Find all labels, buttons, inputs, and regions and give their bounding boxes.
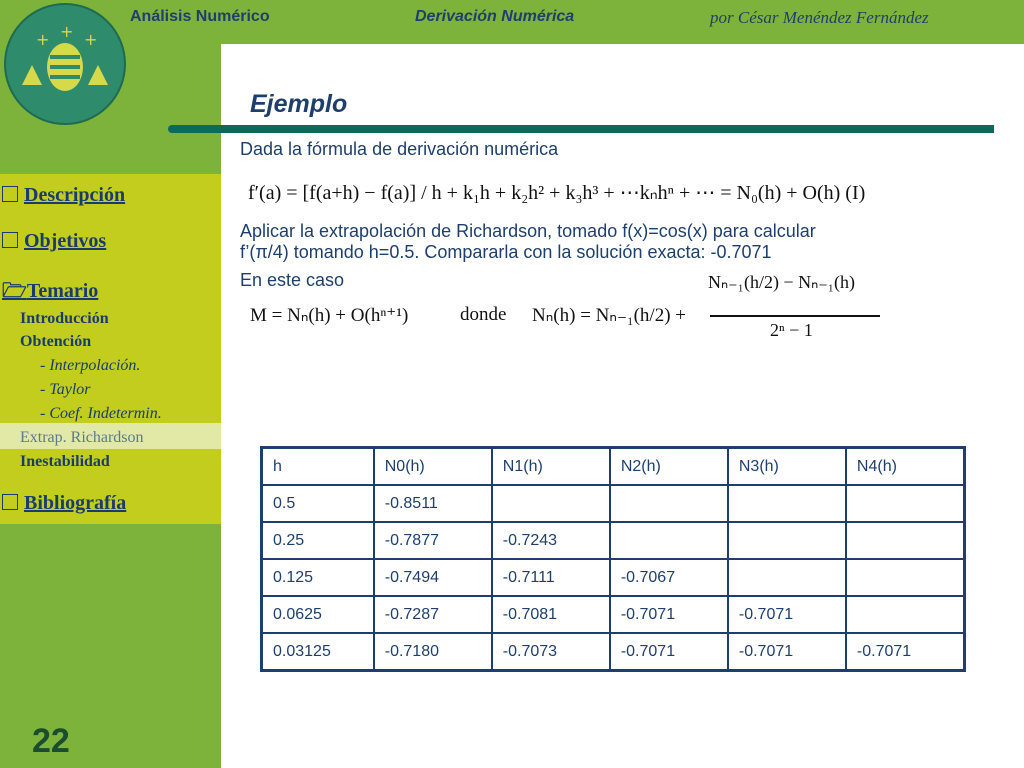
richardson-recursion-lhs: Nₙ(h) = Nₙ₋₁(h/2) +: [532, 305, 687, 326]
table-header-cell: N2(h): [610, 448, 728, 486]
richardson-recursion-numerator: Nₙ₋₁(h/2) − Nₙ₋₁(h): [708, 272, 856, 292]
table-header-row: [262, 448, 965, 486]
table-cell: [492, 485, 610, 522]
derivative-formula: f′(a) = [f(a+h) − f(a)] / h + k₁h + k₂h² + k₃h³ + ⋯kₙhⁿ + ⋯ = N₀(h) + O(h) (I): [248, 182, 866, 204]
table-row: [262, 485, 965, 522]
open-folder-icon: 🗁: [2, 280, 27, 302]
header-topic: Derivación Numérica: [415, 8, 575, 25]
table-cell: -0.7081: [492, 596, 610, 633]
table-cell: -0.7494: [374, 559, 492, 596]
nav-sub-taylor[interactable]: - Taylor: [40, 381, 91, 398]
nav-sub-richardson[interactable]: Extrap. Richardson: [20, 429, 144, 446]
table-cell: -0.7067: [610, 559, 728, 596]
table-cell: -0.7287: [374, 596, 492, 633]
table-cell: -0.7073: [492, 633, 610, 671]
nav-objetivos[interactable]: Objetivos: [2, 230, 106, 253]
richardson-table: [260, 446, 966, 672]
table-cell: 0.25: [262, 522, 374, 559]
table-row: [262, 559, 965, 596]
university-logo: [4, 3, 126, 125]
table-cell: -0.7071: [610, 633, 728, 671]
nav-sub-inestabilidad[interactable]: Inestabilidad: [20, 453, 110, 470]
table-cell: 0.125: [262, 559, 374, 596]
nav-sub-interpolacion[interactable]: - Interpolación.: [40, 357, 141, 374]
nav-bibliografia[interactable]: Bibliografía: [2, 492, 126, 515]
header-subject: Análisis Numérico: [130, 8, 270, 25]
table-row: [262, 633, 965, 671]
table-cell: -0.7071: [728, 596, 846, 633]
table-header-cell: N3(h): [728, 448, 846, 486]
nav-sub-introduccion[interactable]: Introducción: [20, 310, 109, 327]
table-cell: -0.7071: [846, 633, 965, 671]
table-cell: [846, 596, 965, 633]
table-row: [262, 596, 965, 633]
svg-text:+: +: [84, 30, 98, 49]
nav-sub-coef-indetermin[interactable]: - Coef. Indetermin.: [40, 405, 162, 422]
donde-label: donde: [460, 304, 507, 325]
table-cell: -0.7180: [374, 633, 492, 671]
svg-text:+: +: [36, 30, 50, 49]
table-cell: [846, 485, 965, 522]
case-text: En este caso: [240, 270, 345, 290]
intro-text: Dada la fórmula de derivación numérica: [240, 139, 559, 159]
table-cell: 0.5: [262, 485, 374, 522]
table-cell: [728, 522, 846, 559]
table-header-cell: N4(h): [846, 448, 965, 486]
table-cell: [846, 522, 965, 559]
table-cell: -0.7877: [374, 522, 492, 559]
page-number: 22: [32, 722, 70, 760]
table-header-cell: N0(h): [374, 448, 492, 486]
folder-icon: [2, 232, 18, 248]
folder-icon: [2, 494, 18, 510]
fraction-bar: [710, 315, 880, 317]
table-cell: [610, 485, 728, 522]
table-cell: -0.8511: [374, 485, 492, 522]
table-row: [262, 522, 965, 559]
svg-text:+: +: [60, 22, 74, 41]
folder-icon: [2, 186, 18, 202]
title-divider: [168, 125, 994, 133]
nav-descripcion[interactable]: Descripción: [2, 184, 125, 207]
table-cell: 0.0625: [262, 596, 374, 633]
nav-temario[interactable]: 🗁Temario: [2, 280, 99, 302]
problem-text-line1: Aplicar la extrapolación de Richardson, tomado f(x)=cos(x) para calcular: [240, 221, 816, 241]
nav-sub-obtencion[interactable]: Obtención: [20, 333, 92, 350]
richardson-error-formula: M = Nₙ(h) + O(hⁿ⁺¹): [250, 305, 409, 326]
table-cell: [610, 522, 728, 559]
table-cell: -0.7071: [728, 633, 846, 671]
slide-title: Ejemplo: [250, 90, 348, 118]
header-author: por César Menéndez Fernández: [710, 8, 929, 27]
problem-text-line2: f’(π/4) tomando h=0.5. Compararla con la solución exacta: -0.7071: [240, 242, 772, 262]
table-cell: [728, 559, 846, 596]
richardson-recursion-denominator: 2ⁿ − 1: [770, 320, 813, 340]
table-cell: 0.03125: [262, 633, 374, 671]
table-cell: -0.7111: [492, 559, 610, 596]
table-cell: [846, 559, 965, 596]
table-cell: -0.7243: [492, 522, 610, 559]
table-cell: [728, 485, 846, 522]
table-header-cell: N1(h): [492, 448, 610, 486]
table-header-cell: h: [262, 448, 374, 486]
table-cell: -0.7071: [610, 596, 728, 633]
